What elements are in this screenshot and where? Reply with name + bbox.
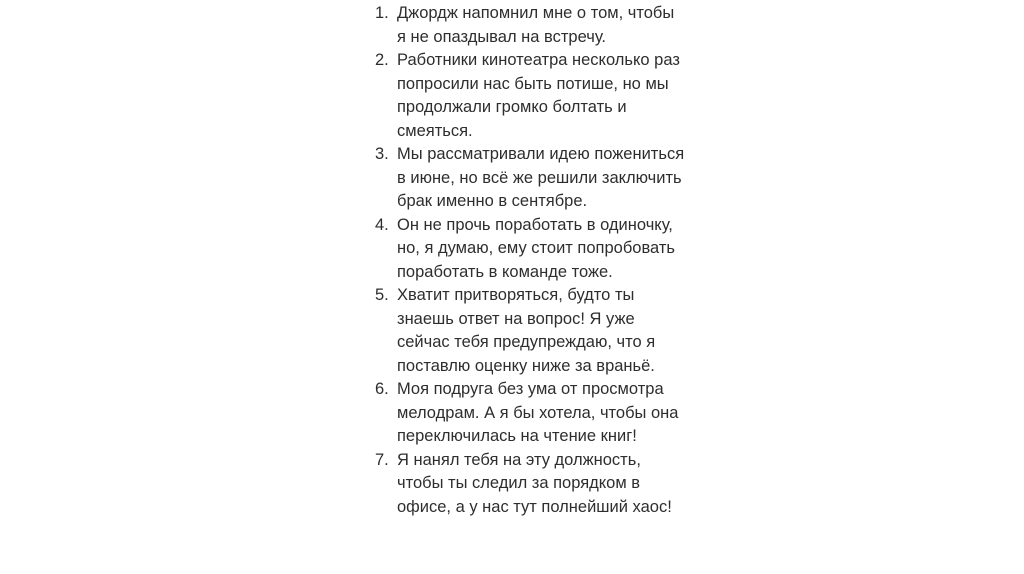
item-number: 5. [375, 286, 389, 304]
list-item [370, 378, 710, 449]
list-item [370, 449, 710, 520]
list-item [370, 2, 710, 49]
item-text: Хватит притворяться, будто ты знаешь ответ на вопрос! Я уже сейчас тебя предупреждаю, что я поставлю оценку ниже за враньё. [397, 286, 656, 375]
item-text: Работники кинотеатра несколько раз попросили нас быть потише, но мы продолжали громко болтать и смеяться. [397, 51, 680, 140]
list-item [370, 214, 710, 285]
sentence-list [370, 2, 710, 519]
item-number: 1. [375, 4, 389, 22]
item-text: Джордж напомнил мне о том, чтобы я не опаздывал на встречу. [397, 4, 675, 46]
item-text: Моя подруга без ума от просмотра мелодрам. А я бы хотела, чтобы она переключилась на чтение книг! [397, 380, 679, 445]
item-number: 4. [375, 215, 389, 234]
item-text: Мы рассматривали идею пожениться в июне, но всё же решили заключить брак именно в сентябре. [397, 145, 685, 210]
list-item [370, 49, 710, 143]
list-item [370, 143, 710, 214]
item-number: 6. [375, 380, 389, 398]
item-text: Он не прочь поработать в одиночку, но, я думаю, ему стоит попробовать поработать в команде тоже. [397, 215, 676, 281]
item-number: 3. [375, 145, 389, 163]
item-number: 7. [375, 450, 389, 469]
item-text: Я нанял тебя на эту должность, чтобы ты следил за порядком в офисе, а у нас тут полнейший хаос! [397, 450, 672, 516]
list-item [370, 284, 710, 378]
item-number: 2. [375, 51, 389, 69]
